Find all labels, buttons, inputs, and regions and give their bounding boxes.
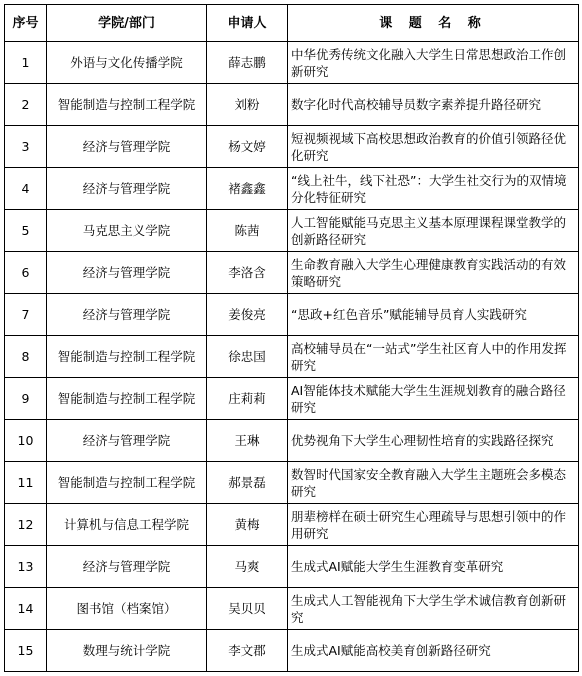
table-row: [5, 84, 579, 126]
row-number: 4: [5, 168, 47, 210]
row-title: 朋辈榜样在硕士研究生心理疏导与思想引领中的作用研究: [288, 504, 579, 546]
table-row: [5, 294, 579, 336]
row-number: 2: [5, 84, 47, 126]
table-row: [5, 420, 579, 462]
row-applicant: 李洛含: [207, 252, 288, 294]
project-list-table: [4, 4, 579, 672]
header-no: 序号: [5, 5, 47, 42]
row-number: 8: [5, 336, 47, 378]
row-number: 12: [5, 504, 47, 546]
row-title: 高校辅导员在“一站式”学生社区育人中的作用发挥研究: [288, 336, 579, 378]
row-title: 生成式AI赋能高校美育创新路径研究: [288, 630, 579, 672]
row-applicant: 马爽: [207, 546, 288, 588]
row-college: 智能制造与控制工程学院: [47, 336, 207, 378]
row-title: 中华优秀传统文化融入大学生日常思想政治工作创新研究: [288, 42, 579, 84]
row-applicant: 杨文婷: [207, 126, 288, 168]
table-row: [5, 252, 579, 294]
row-college: 经济与管理学院: [47, 420, 207, 462]
row-college: 智能制造与控制工程学院: [47, 378, 207, 420]
row-number: 11: [5, 462, 47, 504]
table-row: [5, 126, 579, 168]
row-applicant: 李文郡: [207, 630, 288, 672]
row-title: 数智时代国家安全教育融入大学生主题班会多模态研究: [288, 462, 579, 504]
row-title: “思政+红色音乐”赋能辅导员育人实践研究: [288, 294, 579, 336]
row-applicant: 郝景磊: [207, 462, 288, 504]
row-applicant: 吴贝贝: [207, 588, 288, 630]
row-applicant: 徐忠国: [207, 336, 288, 378]
row-college: 外语与文化传播学院: [47, 42, 207, 84]
row-applicant: 陈茜: [207, 210, 288, 252]
table-body: [5, 42, 579, 672]
table-row: [5, 42, 579, 84]
row-applicant: 黄梅: [207, 504, 288, 546]
row-number: 13: [5, 546, 47, 588]
table-row: [5, 168, 579, 210]
row-applicant: 褚鑫鑫: [207, 168, 288, 210]
header-college: 学院/部门: [47, 5, 207, 42]
table-header: [5, 5, 579, 42]
row-title: 生成式AI赋能大学生生涯教育变革研究: [288, 546, 579, 588]
row-college: 计算机与信息工程学院: [47, 504, 207, 546]
table-row: [5, 630, 579, 672]
table-row: [5, 546, 579, 588]
table-row: [5, 210, 579, 252]
row-college: 经济与管理学院: [47, 546, 207, 588]
row-title: 生命教育融入大学生心理健康教育实践活动的有效策略研究: [288, 252, 579, 294]
row-college: 马克思主义学院: [47, 210, 207, 252]
row-college: 经济与管理学院: [47, 168, 207, 210]
row-college: 智能制造与控制工程学院: [47, 84, 207, 126]
row-college: 经济与管理学院: [47, 126, 207, 168]
row-number: 10: [5, 420, 47, 462]
row-college: 数理与统计学院: [47, 630, 207, 672]
row-college: 图书馆（档案馆）: [47, 588, 207, 630]
table-row: [5, 588, 579, 630]
row-number: 7: [5, 294, 47, 336]
row-number: 1: [5, 42, 47, 84]
row-number: 5: [5, 210, 47, 252]
row-title: 生成式人工智能视角下大学生学术诚信教育创新研究: [288, 588, 579, 630]
header-title: 课 题 名 称: [288, 5, 579, 42]
row-title: AI智能体技术赋能大学生生涯规划教育的融合路径研究: [288, 378, 579, 420]
row-number: 9: [5, 378, 47, 420]
row-number: 15: [5, 630, 47, 672]
row-title: “线上社牛，线下社恐”：大学生社交行为的双情境分化特征研究: [288, 168, 579, 210]
row-applicant: 姜俊亮: [207, 294, 288, 336]
row-number: 3: [5, 126, 47, 168]
row-college: 经济与管理学院: [47, 294, 207, 336]
row-applicant: 王琳: [207, 420, 288, 462]
row-title: 短视频视域下高校思想政治教育的价值引领路径优化研究: [288, 126, 579, 168]
header-applicant: 申请人: [207, 5, 288, 42]
row-applicant: 刘粉: [207, 84, 288, 126]
table-row: [5, 336, 579, 378]
row-title: 数字化时代高校辅导员数字素养提升路径研究: [288, 84, 579, 126]
row-number: 6: [5, 252, 47, 294]
row-college: 智能制造与控制工程学院: [47, 462, 207, 504]
row-college: 经济与管理学院: [47, 252, 207, 294]
row-applicant: 薛志鹏: [207, 42, 288, 84]
row-number: 14: [5, 588, 47, 630]
table-row: [5, 378, 579, 420]
row-title: 优势视角下大学生心理韧性培育的实践路径探究: [288, 420, 579, 462]
header-row: [5, 5, 579, 42]
table-row: [5, 504, 579, 546]
row-applicant: 庄莉莉: [207, 378, 288, 420]
row-title: 人工智能赋能马克思主义基本原理课程课堂教学的创新路径研究: [288, 210, 579, 252]
table-row: [5, 462, 579, 504]
